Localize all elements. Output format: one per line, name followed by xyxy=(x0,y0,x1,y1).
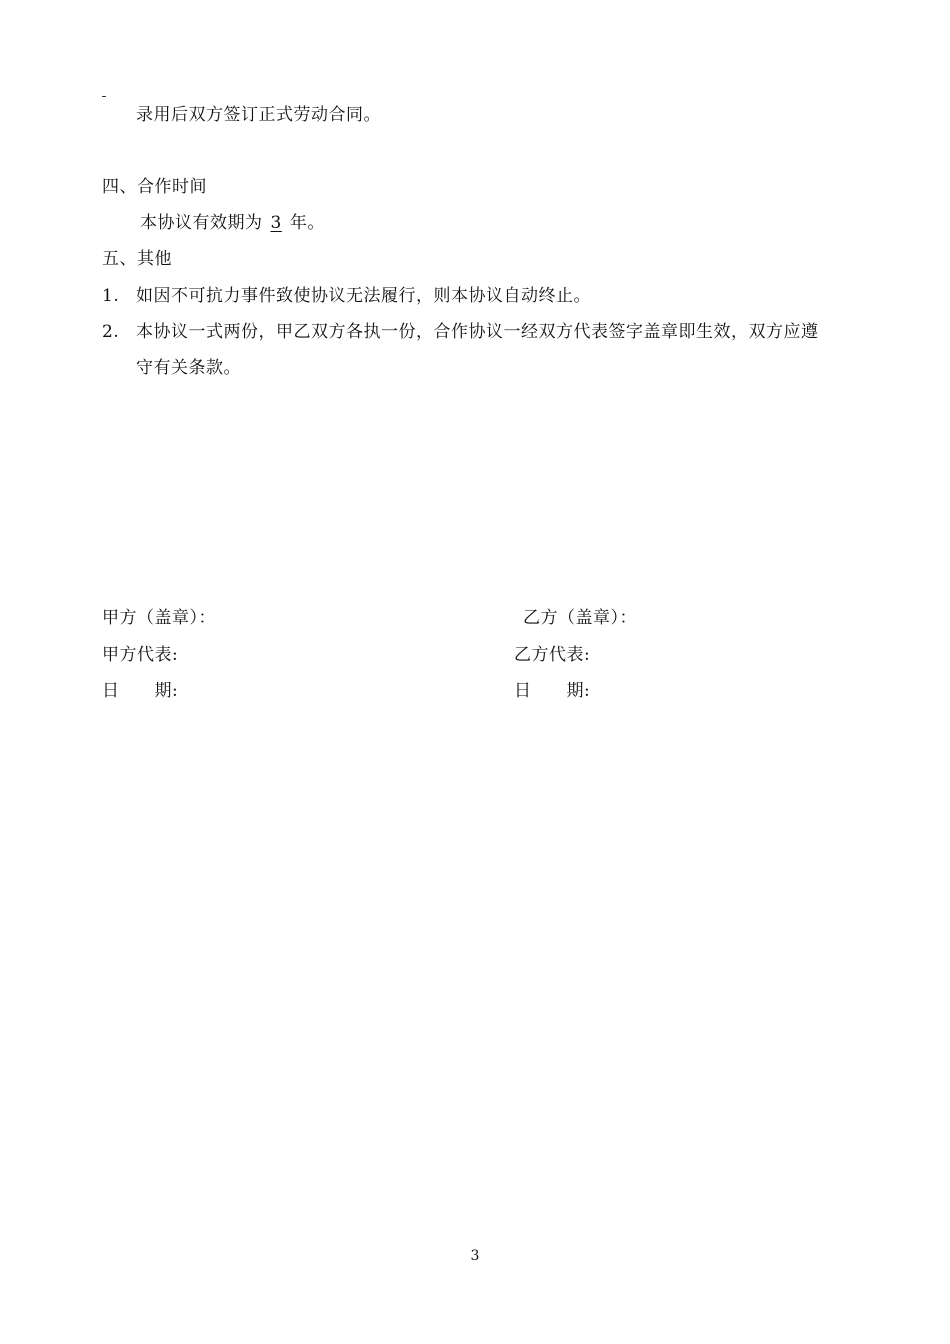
page-number: 3 xyxy=(470,1248,480,1264)
continuation-text: 录用后双方签订正式劳动合同。 xyxy=(136,105,381,125)
margin-mark xyxy=(102,96,106,97)
validity-years: 3 xyxy=(270,213,282,233)
validity-text-before: 本协议有效期为 xyxy=(140,213,263,233)
list-item-number: 2. xyxy=(102,322,120,342)
section-4-text xyxy=(140,211,325,235)
list-item-text-continuation: 守有关条款。 xyxy=(136,358,241,378)
party-b-representative-label: 乙方代表: xyxy=(514,645,591,665)
section-4-heading: 四、合作时间 xyxy=(102,177,207,197)
section-5-heading: 五、其他 xyxy=(102,249,172,269)
party-a-date-label: 日 期: xyxy=(102,681,179,701)
list-item xyxy=(102,284,591,308)
list-item-number: 1. xyxy=(102,286,120,306)
list-item-text: 本协议一式两份，甲乙双方各执一份，合作协议一经双方代表签字盖章即生效，双方应遵 xyxy=(136,322,819,342)
party-a-seal-label: 甲方（盖章）： xyxy=(102,608,216,628)
party-b-date-label: 日 期: xyxy=(514,681,591,701)
list-item xyxy=(102,320,819,344)
party-a-representative-label: 甲方代表: xyxy=(102,645,179,665)
party-b-seal-label: 乙方（盖章）： xyxy=(523,608,637,628)
list-item-text: 如因不可抗力事件致使协议无法履行，则本协议自动终止。 xyxy=(136,286,591,306)
validity-text-after: 年。 xyxy=(289,213,325,233)
